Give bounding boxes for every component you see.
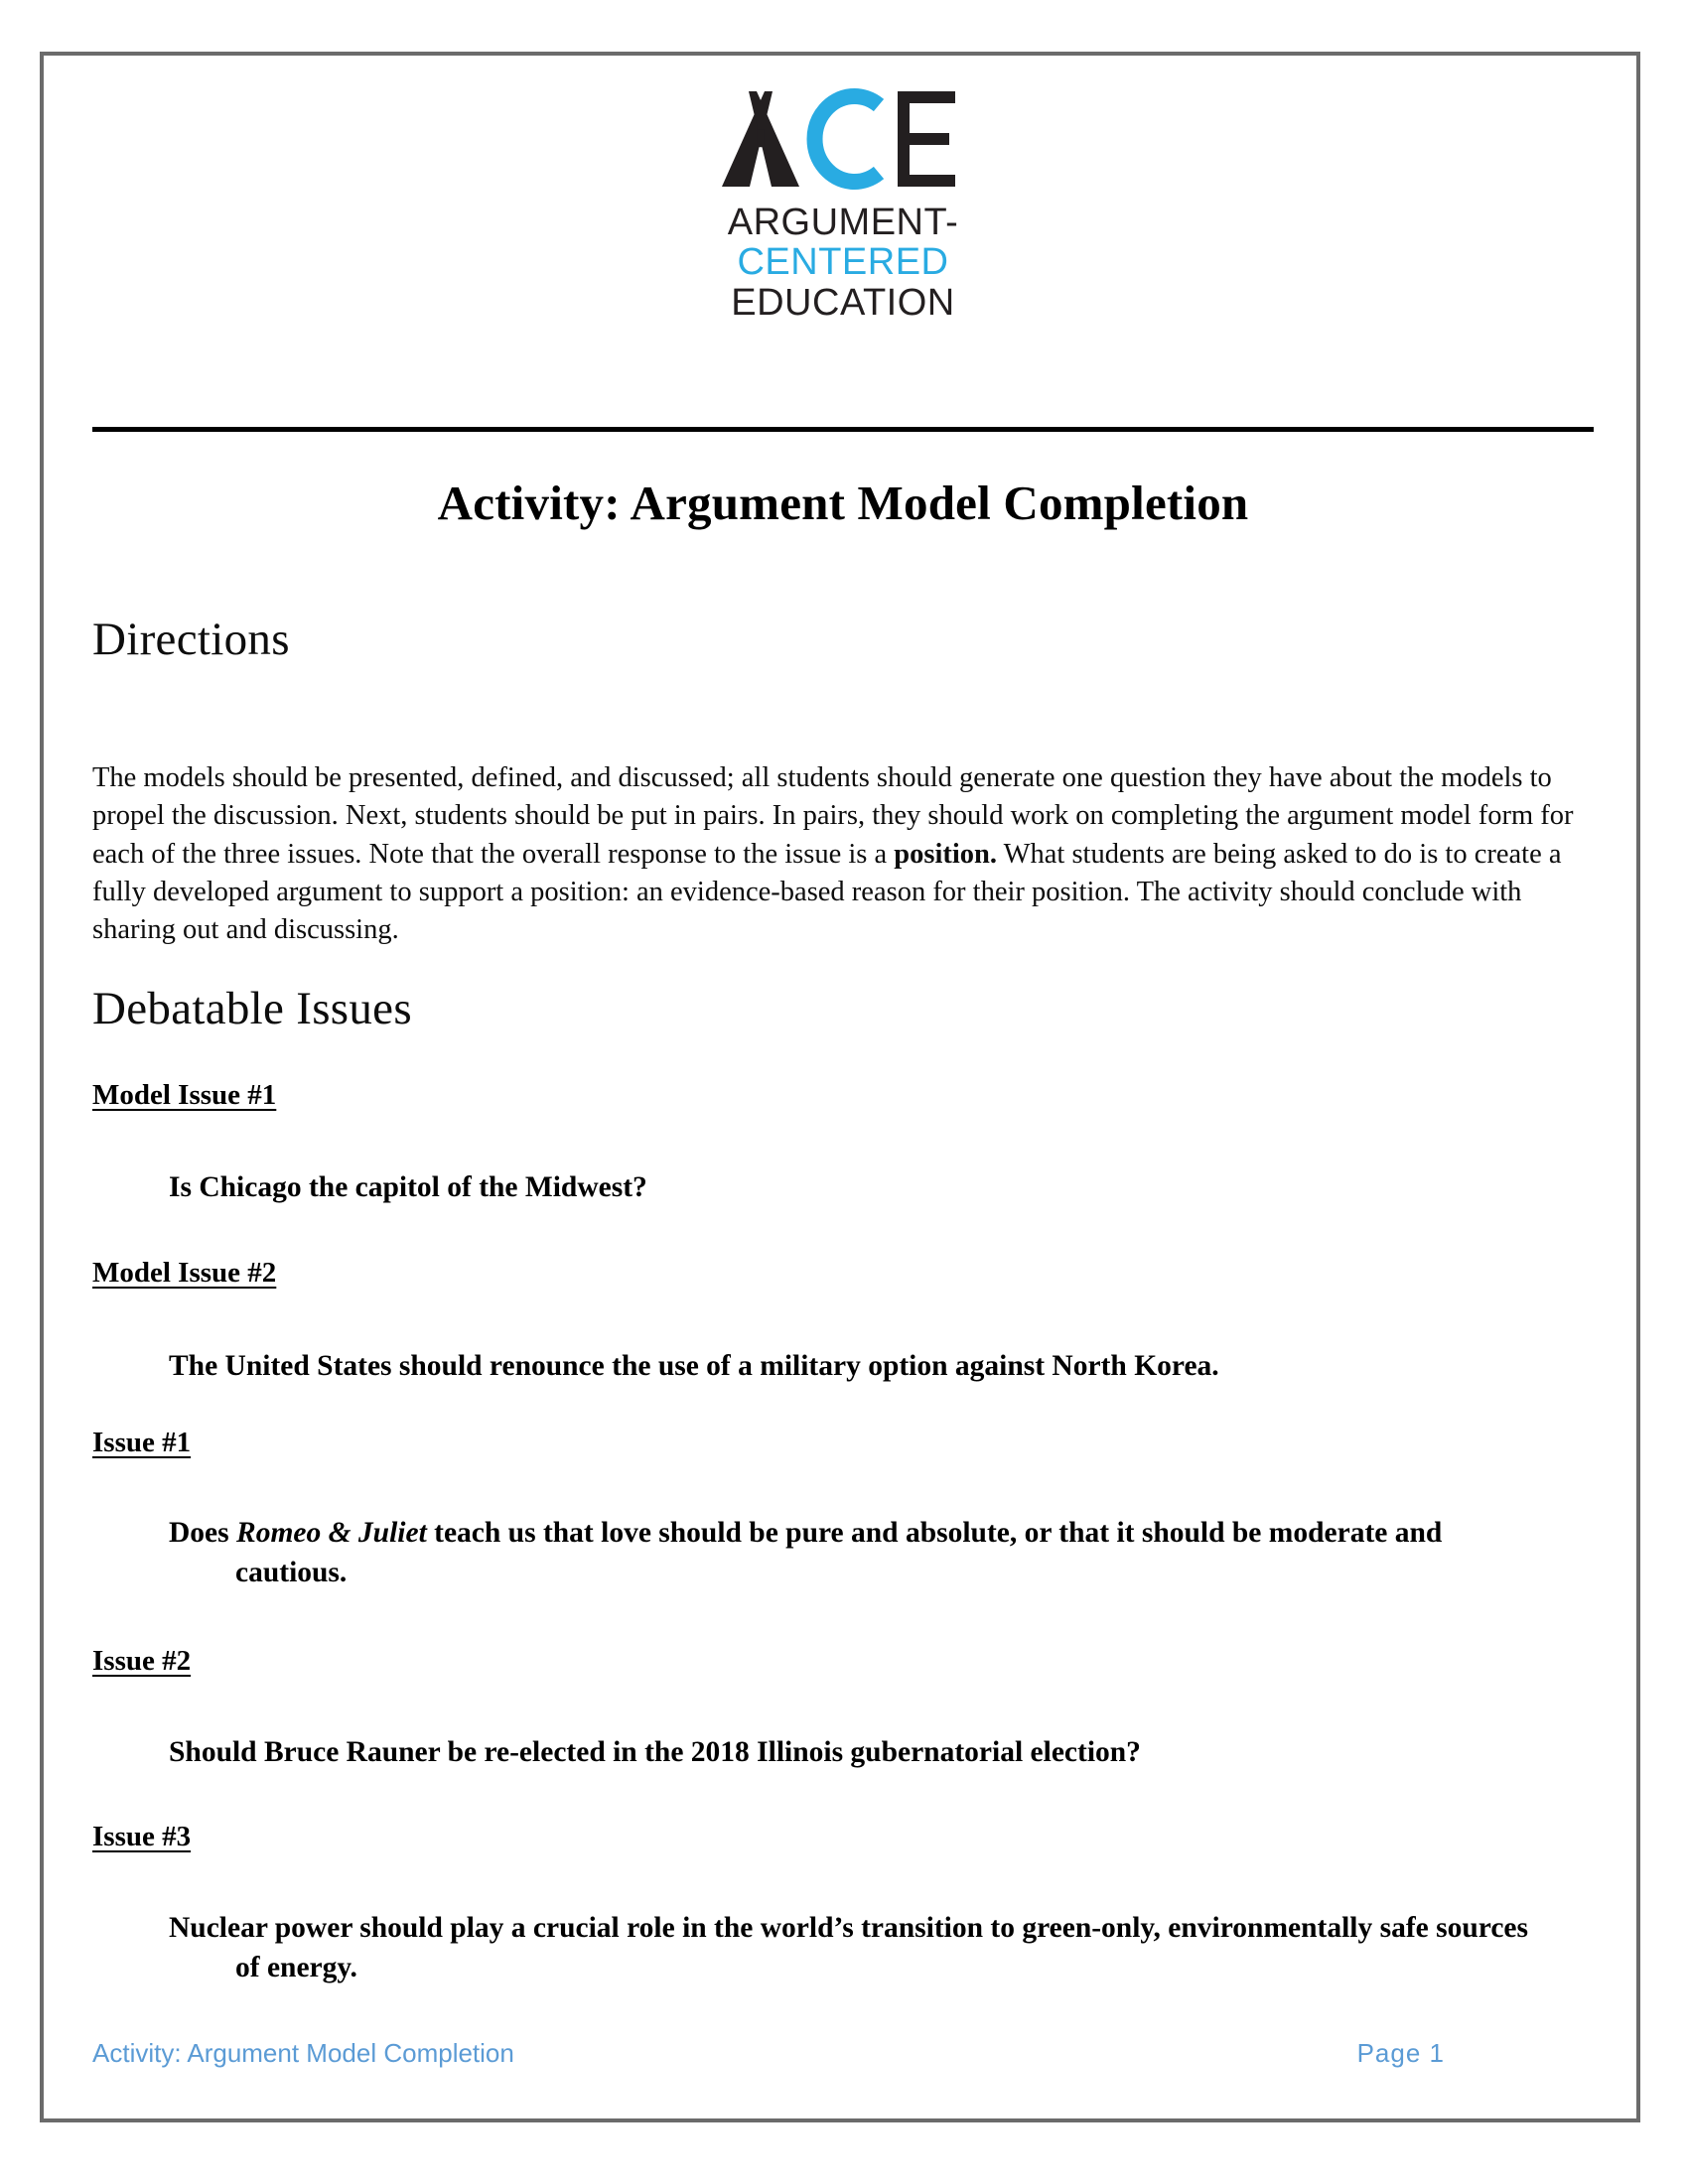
issue-label-2: Issue #2: [92, 1645, 192, 1677]
footer-page-number: Page 1: [1356, 2038, 1445, 2068]
issue-statement-text-a: Does: [169, 1517, 237, 1549]
issue-label-3: Issue #3: [92, 1821, 192, 1852]
logo-line-centered: CENTERED: [737, 241, 949, 284]
page-title: Activity: Argument Model Completion: [437, 476, 1249, 530]
logo-line-education: EDUCATION: [731, 281, 955, 324]
issue-block-model-2: [92, 1257, 1594, 1290]
header-divider-rule: [92, 427, 1594, 432]
issue-label-model-1: Model Issue #1: [92, 1079, 277, 1111]
issue-block-2: [92, 1645, 1594, 1678]
issue-statement-text: The United States should renounce the use of a military option against North Korea.: [169, 1350, 1219, 1382]
footer-document-name: Activity: Argument Model Completion: [92, 2038, 514, 2068]
issue-statement-text: Nuclear power should play a crucial role in the world’s transition to green-only, environmentally safe sources of energy.: [169, 1912, 1528, 1984]
issue-block-1: [92, 1427, 1594, 1459]
page-footer: [92, 2038, 1594, 2069]
directions-text-b: What students are being asked to do is to create a fully developed argument to support a position: an evidence-based reason for their position. The activity should conclude with sharing out and discussing.: [92, 838, 1562, 946]
issue-statement-text-b: teach us that love should be pure and absolute, or that it should be moderate and cautious.: [235, 1517, 1443, 1589]
heading-directions: Directions: [92, 614, 290, 665]
issue-statement-model-2: [92, 1346, 1670, 1386]
issue-label-1: Issue #1: [92, 1427, 192, 1458]
issue-statement-3: [92, 1908, 1556, 1987]
logo-line-argument: ARGUMENT-: [727, 202, 959, 243]
issue-label-model-2: Model Issue #2: [92, 1257, 277, 1289]
ace-logo: [92, 69, 1594, 323]
directions-text-a: The models should be presented, defined, and discussed; all students should generate one question they have about the models to propel the discussion. Next, students should be put in pairs. In pairs, they should work on completing the argument model form for each of the three issues. Note that the overall response to the issue is a: [92, 762, 1574, 870]
directions-text-bold: position.: [894, 838, 998, 870]
issue-statement-2: [92, 1732, 1670, 1772]
issue-statement-title-italic: Romeo & Juliet: [236, 1517, 427, 1549]
issue-statement-model-1: [92, 1167, 1670, 1207]
ace-logo-mark-icon: [714, 69, 972, 199]
issue-statement-1: [92, 1513, 1556, 1592]
issue-statement-text: Should Bruce Rauner be re-elected in the 2018 Illinois gubernatorial election?: [169, 1736, 1141, 1768]
issue-block-model-1: [92, 1079, 1594, 1112]
ace-logo-wordmark: [92, 203, 1594, 323]
issue-block-3: [92, 1821, 1594, 1853]
issue-statement-text: Is Chicago the capitol of the Midwest?: [169, 1171, 647, 1203]
directions-paragraph: [92, 759, 1582, 950]
heading-debatable-issues: Debatable Issues: [92, 983, 412, 1034]
